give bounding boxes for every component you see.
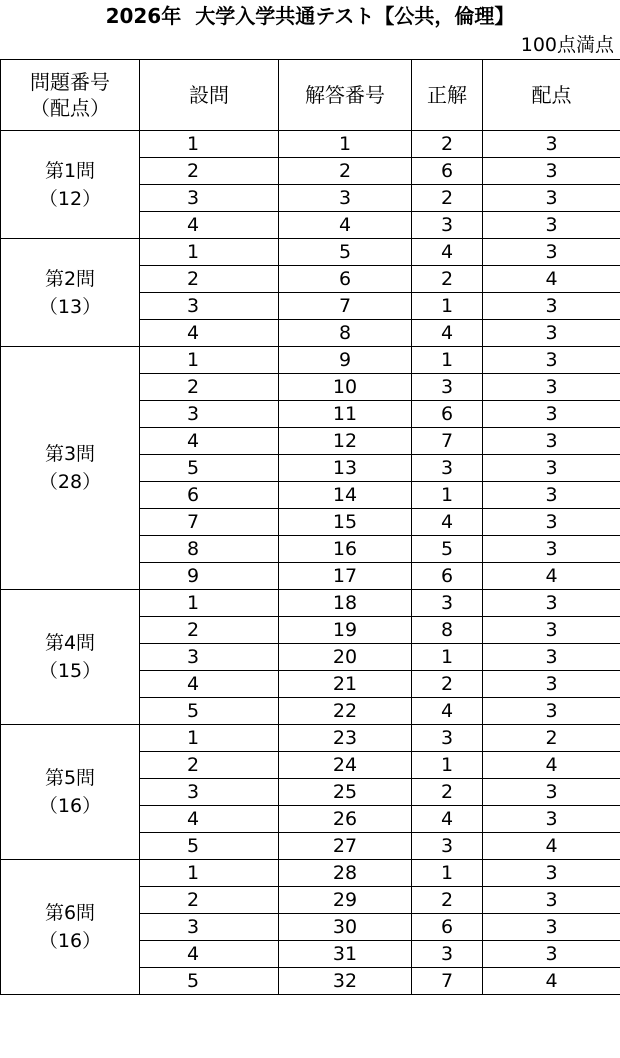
- correct-cell-value: 8: [440, 618, 454, 641]
- points-cell-value: 3: [545, 807, 558, 830]
- correct-cell: [412, 698, 483, 725]
- answer-number-cell: [279, 158, 412, 185]
- question-cell: [140, 185, 279, 212]
- correct-cell: [412, 779, 483, 806]
- answer-number-cell-value: 3: [338, 186, 352, 209]
- question-cell-value: 4: [187, 321, 200, 344]
- correct-cell-value: 4: [440, 699, 454, 722]
- correct-cell-value: 7: [440, 969, 454, 992]
- correct-cell: [412, 509, 483, 536]
- correct-cell: [412, 590, 483, 617]
- section-cell: [1, 590, 140, 725]
- answer-number-cell-value: 7: [338, 294, 352, 317]
- answer-number-cell: [279, 347, 412, 374]
- answer-number-cell: [279, 806, 412, 833]
- correct-cell-value: 3: [440, 591, 454, 614]
- question-cell: [140, 779, 279, 806]
- question-cell: [140, 158, 279, 185]
- title-year: 2026年: [105, 4, 182, 28]
- table-row: [1, 590, 620, 617]
- answer-number-cell-value: 18: [332, 591, 358, 614]
- correct-cell: [412, 293, 483, 320]
- points-cell-value: 3: [545, 132, 558, 155]
- answer-number-cell-value: 23: [332, 726, 358, 749]
- answer-number-cell: [279, 428, 412, 455]
- points-cell-value: 3: [545, 321, 558, 344]
- question-cell-value: 3: [187, 294, 200, 317]
- points-cell-value: 3: [545, 483, 558, 506]
- section-label: 第4問: [44, 632, 96, 654]
- question-cell-value: 4: [187, 429, 200, 452]
- answer-number-cell-value: 1: [338, 132, 352, 155]
- points-cell: [483, 293, 620, 320]
- answer-number-cell: [279, 293, 412, 320]
- question-cell: [140, 806, 279, 833]
- answer-number-cell: [279, 698, 412, 725]
- question-cell-value: 3: [187, 645, 200, 668]
- total-points: 100点満点: [520, 34, 614, 56]
- correct-cell: [412, 482, 483, 509]
- correct-cell-value: 2: [440, 132, 454, 155]
- answer-number-cell-value: 9: [338, 348, 352, 371]
- answer-number-cell-value: 5: [338, 240, 352, 263]
- answer-number-cell: [279, 725, 412, 752]
- question-cell-value: 3: [187, 915, 200, 938]
- correct-cell: [412, 914, 483, 941]
- correct-cell: [412, 185, 483, 212]
- correct-cell-value: 1: [440, 645, 454, 668]
- header-points: 配点: [483, 60, 620, 131]
- question-cell-value: 2: [187, 888, 200, 911]
- points-cell-value: 3: [545, 510, 558, 533]
- section-cell: [1, 131, 140, 239]
- question-cell-value: 4: [187, 672, 200, 695]
- answer-number-cell-value: 27: [332, 834, 358, 857]
- question-cell-value: 3: [187, 780, 200, 803]
- points-cell-value: 3: [545, 780, 558, 803]
- question-cell-value: 1: [187, 348, 200, 371]
- correct-cell: [412, 212, 483, 239]
- question-cell: [140, 131, 279, 158]
- question-cell-value: 2: [187, 618, 200, 641]
- question-cell: [140, 644, 279, 671]
- question-cell-value: 5: [187, 456, 200, 479]
- question-cell-value: 5: [187, 834, 200, 857]
- points-cell: [483, 212, 620, 239]
- correct-cell-value: 4: [440, 807, 454, 830]
- table-header-row: [1, 60, 620, 131]
- table-body: [1, 131, 620, 995]
- question-cell-value: 1: [187, 132, 200, 155]
- answer-number-cell-value: 15: [332, 510, 358, 533]
- correct-cell-value: 4: [440, 321, 454, 344]
- points-cell: [483, 860, 620, 887]
- points-cell-value: 3: [545, 294, 558, 317]
- question-cell-value: 4: [187, 213, 200, 236]
- answer-number-cell-value: 2: [338, 159, 352, 182]
- points-cell: [483, 374, 620, 401]
- section-cell: [1, 860, 140, 995]
- section-points: （16）: [38, 795, 102, 817]
- answer-number-cell: [279, 671, 412, 698]
- answer-number-cell-value: 29: [332, 888, 358, 911]
- correct-cell: [412, 347, 483, 374]
- correct-cell-value: 3: [440, 213, 454, 236]
- question-cell: [140, 671, 279, 698]
- answer-number-cell: [279, 617, 412, 644]
- answer-number-cell: [279, 212, 412, 239]
- points-cell: [483, 509, 620, 536]
- points-cell-value: 2: [545, 726, 558, 749]
- points-cell: [483, 752, 620, 779]
- correct-cell-value: 6: [440, 159, 454, 182]
- section-label: 第6問: [44, 902, 96, 924]
- correct-cell: [412, 644, 483, 671]
- section-points: （13）: [38, 295, 102, 318]
- question-cell: [140, 320, 279, 347]
- answer-number-cell: [279, 455, 412, 482]
- points-cell: [483, 320, 620, 347]
- points-cell-value: 4: [545, 267, 558, 290]
- points-cell: [483, 131, 620, 158]
- question-cell: [140, 833, 279, 860]
- question-cell: [140, 455, 279, 482]
- section-label: 第5問: [44, 767, 96, 789]
- correct-cell-value: 2: [440, 888, 454, 911]
- correct-cell-value: 3: [440, 834, 454, 857]
- answer-number-cell-value: 11: [332, 402, 358, 425]
- question-cell: [140, 293, 279, 320]
- question-cell-value: 5: [187, 699, 200, 722]
- correct-cell-value: 2: [440, 267, 454, 290]
- answer-number-cell: [279, 779, 412, 806]
- answer-number-cell-value: 12: [332, 429, 358, 452]
- points-cell: [483, 158, 620, 185]
- points-cell-value: 3: [545, 699, 558, 722]
- answer-number-cell-value: 25: [332, 780, 358, 803]
- answer-number-cell: [279, 320, 412, 347]
- question-cell: [140, 860, 279, 887]
- points-cell-value: 3: [545, 456, 558, 479]
- points-cell-value: 3: [545, 591, 558, 614]
- points-cell-value: 3: [545, 942, 558, 965]
- points-cell: [483, 455, 620, 482]
- question-cell-value: 2: [187, 375, 200, 398]
- correct-cell-value: 3: [440, 375, 454, 398]
- answer-number-cell-value: 24: [332, 753, 358, 776]
- answer-number-cell: [279, 401, 412, 428]
- points-cell: [483, 590, 620, 617]
- correct-cell: [412, 725, 483, 752]
- answer-number-cell: [279, 185, 412, 212]
- correct-cell: [412, 671, 483, 698]
- question-cell-value: 4: [187, 807, 200, 830]
- points-cell: [483, 185, 620, 212]
- points-cell-value: 3: [545, 672, 558, 695]
- answer-number-cell-value: 8: [338, 321, 352, 344]
- question-cell: [140, 914, 279, 941]
- points-cell: [483, 401, 620, 428]
- correct-cell-value: 4: [440, 240, 454, 263]
- answer-number-cell: [279, 509, 412, 536]
- answer-number-cell-value: 6: [338, 267, 352, 290]
- correct-cell: [412, 563, 483, 590]
- points-cell-value: 3: [545, 888, 558, 911]
- points-cell-value: 3: [545, 915, 558, 938]
- question-cell: [140, 428, 279, 455]
- correct-cell: [412, 806, 483, 833]
- correct-cell: [412, 428, 483, 455]
- answer-number-cell-value: 31: [332, 942, 358, 965]
- table-row: [1, 239, 620, 266]
- question-cell-value: 8: [187, 537, 200, 560]
- answer-number-cell-value: 20: [332, 645, 358, 668]
- points-cell: [483, 941, 620, 968]
- correct-cell: [412, 320, 483, 347]
- question-cell: [140, 536, 279, 563]
- question-cell-value: 2: [187, 159, 200, 182]
- correct-cell: [412, 536, 483, 563]
- answer-number-cell: [279, 833, 412, 860]
- answer-number-cell-value: 26: [332, 807, 358, 830]
- header-question: 設問: [140, 60, 279, 131]
- question-cell-value: 2: [187, 267, 200, 290]
- answer-number-cell: [279, 860, 412, 887]
- points-cell: [483, 968, 620, 995]
- answer-number-cell: [279, 968, 412, 995]
- points-cell-value: 3: [545, 348, 558, 371]
- points-cell-value: 3: [545, 429, 558, 452]
- answer-number-cell-value: 22: [332, 699, 358, 722]
- correct-cell: [412, 455, 483, 482]
- answer-number-cell: [279, 887, 412, 914]
- answer-number-cell-value: 13: [332, 456, 358, 479]
- question-cell-value: 6: [187, 483, 200, 506]
- correct-cell-value: 3: [440, 942, 454, 965]
- question-cell: [140, 374, 279, 401]
- points-cell: [483, 482, 620, 509]
- header-answer-number: 解答番号: [279, 60, 412, 131]
- points-cell-value: 3: [545, 537, 558, 560]
- answer-number-cell: [279, 266, 412, 293]
- question-cell-value: 1: [187, 240, 200, 263]
- section-points: （28）: [38, 471, 102, 493]
- page-title: [0, 2, 620, 30]
- answer-number-cell: [279, 563, 412, 590]
- points-cell: [483, 887, 620, 914]
- title-main: 大学入学共通テスト【公共，倫理】: [195, 4, 515, 28]
- answer-number-cell-value: 17: [332, 564, 358, 587]
- header-section-line2: （配点）: [30, 96, 110, 120]
- correct-cell-value: 1: [440, 861, 454, 884]
- correct-cell-value: 7: [440, 429, 454, 452]
- question-cell: [140, 590, 279, 617]
- question-cell: [140, 239, 279, 266]
- correct-cell-value: 4: [440, 510, 454, 533]
- correct-cell-value: 6: [440, 402, 454, 425]
- correct-cell: [412, 158, 483, 185]
- correct-cell: [412, 752, 483, 779]
- points-cell: [483, 347, 620, 374]
- correct-cell: [412, 401, 483, 428]
- table-row: [1, 131, 620, 158]
- question-cell-value: 9: [187, 564, 200, 587]
- answer-number-cell-value: 30: [332, 915, 358, 938]
- correct-cell-value: 6: [440, 915, 454, 938]
- answer-number-cell-value: 4: [338, 213, 352, 236]
- points-cell-value: 4: [545, 969, 558, 992]
- points-cell-value: 3: [545, 375, 558, 398]
- section-cell: [1, 725, 140, 860]
- answer-number-cell: [279, 590, 412, 617]
- question-cell: [140, 617, 279, 644]
- question-cell-value: 2: [187, 753, 200, 776]
- answer-number-cell: [279, 482, 412, 509]
- question-cell: [140, 347, 279, 374]
- table-row: [1, 725, 620, 752]
- answer-number-cell: [279, 374, 412, 401]
- correct-cell-value: 1: [440, 753, 454, 776]
- points-cell-value: 4: [545, 564, 558, 587]
- question-cell: [140, 563, 279, 590]
- correct-cell: [412, 617, 483, 644]
- answer-number-cell: [279, 239, 412, 266]
- answer-number-cell-value: 16: [332, 537, 358, 560]
- question-cell-value: 1: [187, 591, 200, 614]
- correct-cell: [412, 833, 483, 860]
- header-section: [1, 60, 140, 131]
- correct-cell-value: 5: [440, 537, 454, 560]
- correct-cell: [412, 968, 483, 995]
- question-cell-value: 7: [187, 510, 200, 533]
- points-cell-value: 3: [545, 861, 558, 884]
- points-cell-value: 3: [545, 213, 558, 236]
- correct-cell: [412, 887, 483, 914]
- question-cell: [140, 509, 279, 536]
- question-cell: [140, 887, 279, 914]
- answer-number-cell: [279, 941, 412, 968]
- points-cell-value: 3: [545, 186, 558, 209]
- correct-cell: [412, 860, 483, 887]
- answer-table: [0, 59, 620, 995]
- points-cell: [483, 806, 620, 833]
- question-cell-value: 5: [187, 969, 200, 992]
- section-points: （12）: [38, 187, 102, 210]
- question-cell-value: 4: [187, 942, 200, 965]
- table-row: [1, 347, 620, 374]
- correct-cell-value: 1: [440, 294, 454, 317]
- points-cell-value: 4: [545, 834, 558, 857]
- section-label: 第3問: [44, 443, 96, 465]
- points-cell: [483, 536, 620, 563]
- section-cell: [1, 239, 140, 347]
- answer-number-cell-value: 21: [332, 672, 358, 695]
- points-cell: [483, 914, 620, 941]
- points-cell-value: 3: [545, 402, 558, 425]
- points-cell: [483, 833, 620, 860]
- question-cell: [140, 266, 279, 293]
- answer-number-cell-value: 14: [332, 483, 358, 506]
- question-cell: [140, 941, 279, 968]
- question-cell-value: 3: [187, 402, 200, 425]
- correct-cell-value: 6: [440, 564, 454, 587]
- answer-number-cell-value: 28: [332, 861, 358, 884]
- section-cell: [1, 347, 140, 590]
- points-cell: [483, 266, 620, 293]
- question-cell-value: 3: [187, 186, 200, 209]
- correct-cell-value: 2: [440, 186, 454, 209]
- question-cell: [140, 752, 279, 779]
- points-cell: [483, 725, 620, 752]
- section-label: 第1問: [44, 159, 96, 182]
- points-cell: [483, 698, 620, 725]
- question-cell: [140, 698, 279, 725]
- correct-cell-value: 3: [440, 726, 454, 749]
- question-cell-value: 1: [187, 726, 200, 749]
- points-cell-value: 3: [545, 645, 558, 668]
- table-row: [1, 860, 620, 887]
- answer-number-cell-value: 32: [332, 969, 358, 992]
- points-cell: [483, 644, 620, 671]
- question-cell: [140, 212, 279, 239]
- answer-number-cell: [279, 536, 412, 563]
- points-cell: [483, 428, 620, 455]
- correct-cell: [412, 266, 483, 293]
- header-correct: 正解: [412, 60, 483, 131]
- points-cell: [483, 617, 620, 644]
- section-label: 第2問: [44, 267, 96, 290]
- section-points: （15）: [38, 660, 102, 682]
- header-section-line1: 問題番号: [30, 70, 110, 94]
- points-cell-value: 4: [545, 753, 558, 776]
- question-cell: [140, 482, 279, 509]
- correct-cell: [412, 239, 483, 266]
- question-cell: [140, 401, 279, 428]
- correct-cell-value: 2: [440, 672, 454, 695]
- correct-cell: [412, 941, 483, 968]
- points-cell: [483, 779, 620, 806]
- points-cell: [483, 239, 620, 266]
- question-cell-value: 1: [187, 861, 200, 884]
- correct-cell: [412, 374, 483, 401]
- correct-cell-value: 2: [440, 780, 454, 803]
- points-cell-value: 3: [545, 159, 558, 182]
- question-cell: [140, 968, 279, 995]
- answer-number-cell-value: 10: [332, 375, 358, 398]
- question-cell: [140, 725, 279, 752]
- points-cell: [483, 671, 620, 698]
- points-cell: [483, 563, 620, 590]
- correct-cell-value: 1: [440, 348, 454, 371]
- correct-cell-value: 1: [440, 483, 454, 506]
- answer-number-cell: [279, 131, 412, 158]
- answer-number-cell-value: 19: [332, 618, 358, 641]
- correct-cell: [412, 131, 483, 158]
- section-points: （16）: [38, 930, 102, 952]
- points-cell-value: 3: [545, 618, 558, 641]
- points-cell-value: 3: [545, 240, 558, 263]
- answer-number-cell: [279, 752, 412, 779]
- correct-cell-value: 3: [440, 456, 454, 479]
- answer-number-cell: [279, 914, 412, 941]
- answer-number-cell: [279, 644, 412, 671]
